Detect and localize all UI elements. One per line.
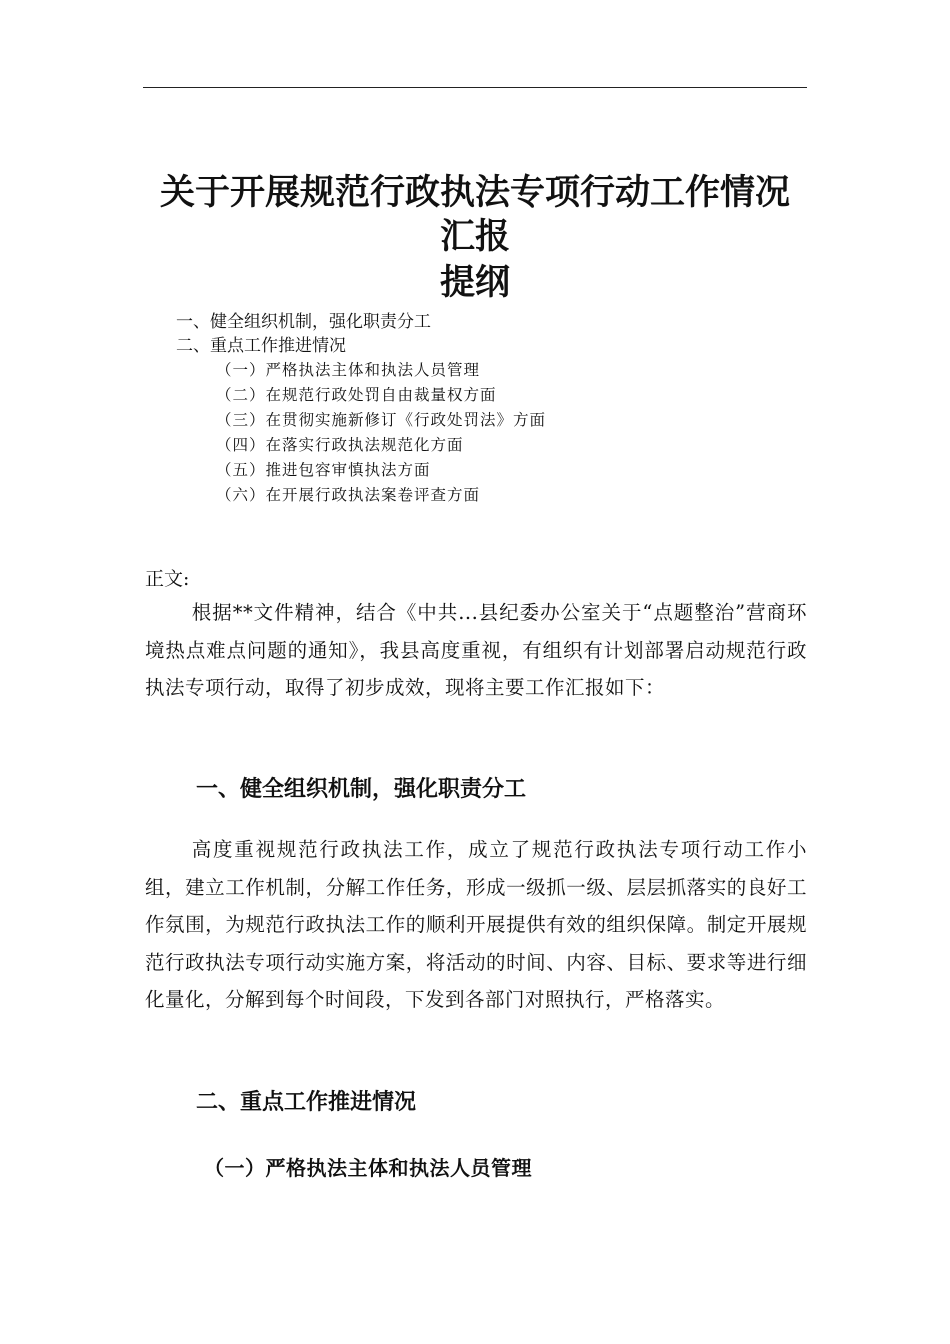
section1-paragraph: 高度重视规范行政执法工作，成立了规范行政执法专项行动工作小组，建立工作机制，分解工作任务，形成一级抓一级、层层抓落实的良好工作氛围，为规范行政执法工作的顺利开展提供有效的组织保障。制定开展规范行政执法专项行动实施方案，将活动的时间、内容、目标、要求等进行细化量化，分解到每个时间段，下发到各部门对照执行，严格落实。 xyxy=(145,838,807,1012)
outline-sub-item: （一）严格执法主体和执法人员管理 xyxy=(216,361,481,379)
header-rule xyxy=(143,87,807,88)
outline-sub-item: （五）推进包容审慎执法方面 xyxy=(216,461,431,479)
subsection1-heading: （一）严格执法主体和执法人员管理 xyxy=(204,1156,532,1180)
outline-sub-item: （二）在规范行政处罚自由裁量权方面 xyxy=(216,386,497,404)
outline-sub-item: （四）在落实行政执法规范化方面 xyxy=(216,436,464,454)
document-title-line1: 关于开展规范行政执法专项行动工作情况 xyxy=(159,173,790,213)
document-title-line2: 汇报 xyxy=(439,217,510,257)
intro-paragraph: 根据**文件精神，结合《中共...县纪委办公室关于“点题整治”营商环境热点难点问题的通知》，我县高度重视，有组织有计划部署启动规范行政执法专项行动，取得了初步成效，现将主要工作汇报如下： xyxy=(145,601,807,700)
section1-heading: 一、健全组织机制，强化职责分工 xyxy=(196,777,527,802)
outline-main-item: 一、健全组织机制，强化职责分工 xyxy=(176,312,431,332)
document-title-line3: 提纲 xyxy=(439,263,510,303)
outline-sub-item: （三）在贯彻实施新修订《行政处罚法》方面 xyxy=(216,411,547,429)
outline-main-item: 二、重点工作推进情况 xyxy=(176,336,346,356)
body-label: 正文: xyxy=(145,568,190,590)
outline-sub-item: （六）在开展行政执法案卷评查方面 xyxy=(216,486,481,504)
section2-heading: 二、重点工作推进情况 xyxy=(196,1090,417,1115)
